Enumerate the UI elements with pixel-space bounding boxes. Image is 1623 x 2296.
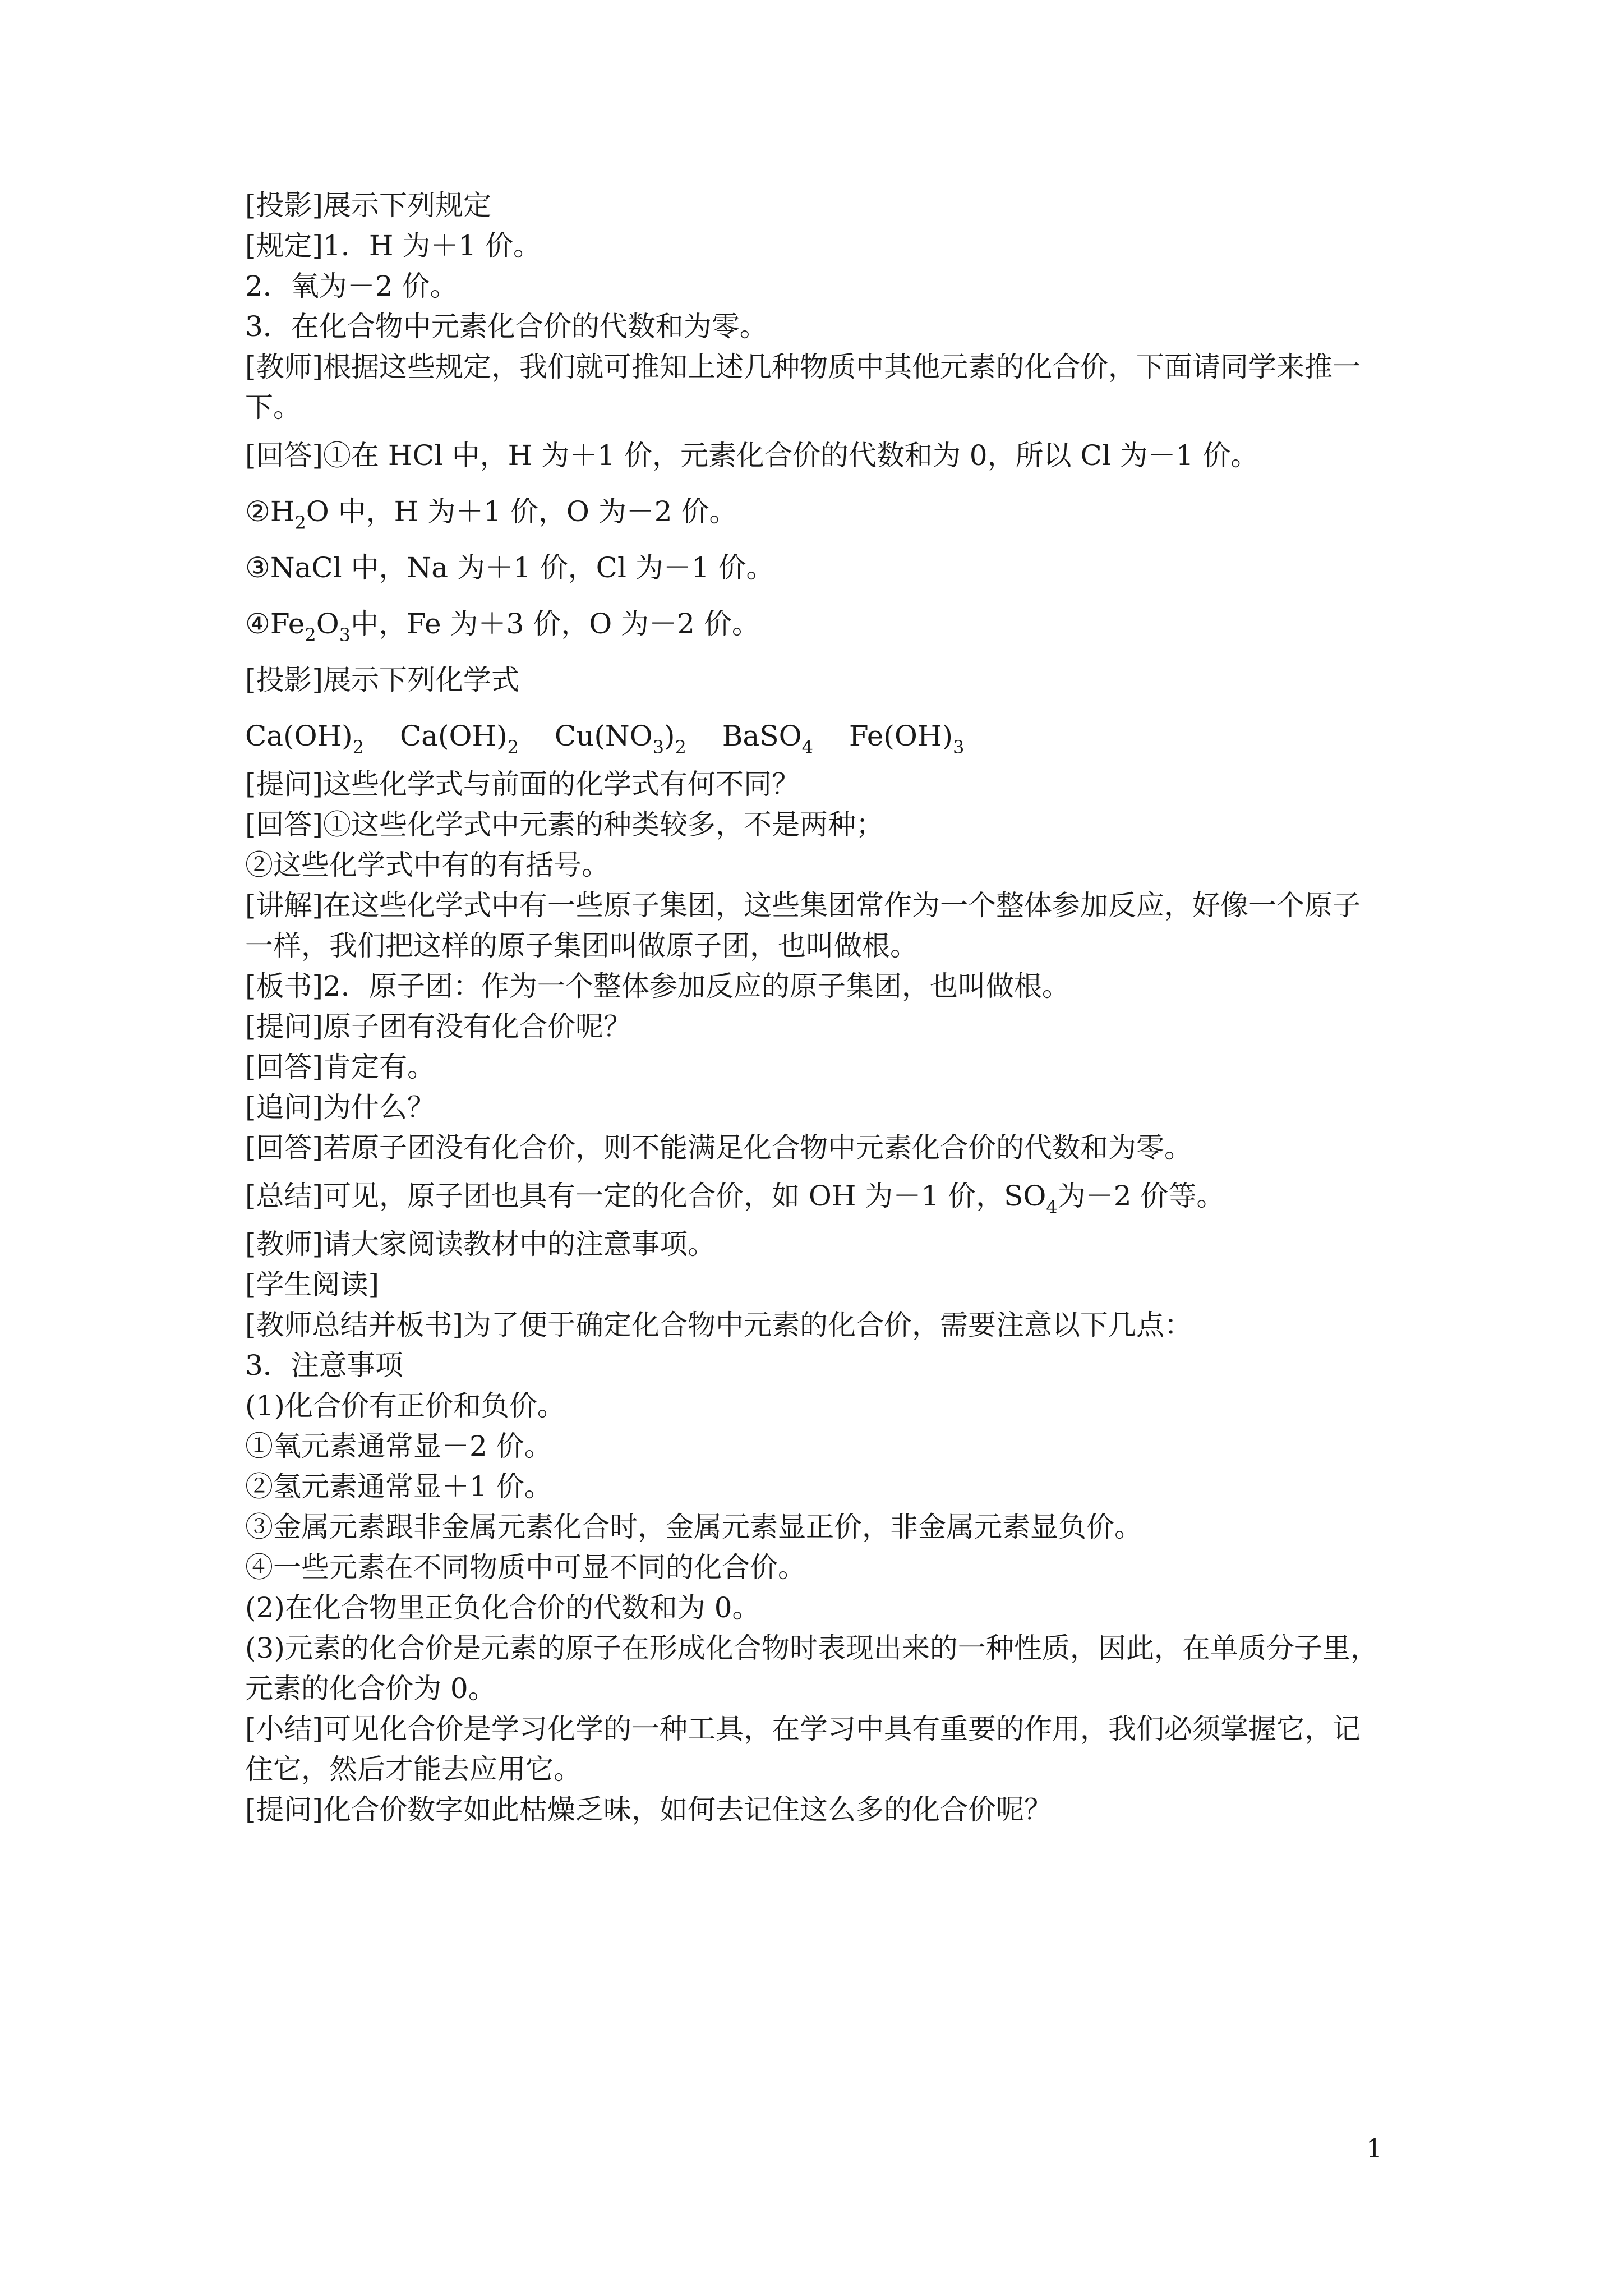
text-line: 3．注意事项: [245, 1349, 403, 1382]
text-line: [提问]化合价数字如此枯燥乏味，如何去记住这么多的化合价呢？: [245, 1793, 1053, 1826]
text-line: (1)化合价有正价和负价。: [245, 1389, 565, 1422]
answer-nacl: ③NaCl 中，Na 为＋1 价，Cl 为－1 价。: [245, 551, 774, 584]
text-line: [小结]可见化合价是学习化学的一种工具，在学习中具有重要的作用，我们必须掌握它，记: [245, 1713, 1361, 1745]
formula: $Fe(OH)_3$: [849, 720, 965, 758]
text-line: 3．在化合物中元素化合价的代数和为零。: [245, 310, 768, 343]
text-line: [提问]原子团有没有化合价呢？: [245, 1010, 632, 1043]
summary-line: [总结]可见，原子团也具有一定的化合价，如 OH 为－1 价，$SO_4$为－2 价等。: [245, 1180, 1225, 1218]
document-body: [245, 185, 1389, 1830]
text-line: (2)在化合物里正负化合价的代数和为 0。: [245, 1591, 760, 1624]
formula: $Cu(NO_3)_2$: [554, 720, 686, 758]
text-line: 下。: [245, 391, 301, 424]
text-line: [板书]2．原子团：作为一个整体参加反应的原子集团，也叫做根。: [245, 970, 1070, 1002]
text-line: ③金属元素跟非金属元素化合时，金属元素显正价，非金属元素显负价。: [245, 1511, 1142, 1543]
text-line: 住它，然后才能去应用它。: [245, 1753, 582, 1786]
text-line: [教师总结并板书]为了便于确定化合物中元素的化合价，需要注意以下几点：: [245, 1309, 1193, 1341]
answer-fe2o3: $④Fe_2O_3$中，Fe 为＋3 价，O 为－2 价。: [245, 608, 760, 646]
text-line: 2．氧为－2 价。: [245, 270, 458, 302]
answer-h2o: $②H_2O$ 中，H 为＋1 价，O 为－2 价。: [245, 495, 737, 533]
text-line: [追问]为什么？: [245, 1091, 436, 1124]
text-line: [投影]展示下列规定: [245, 189, 492, 222]
text-line: ①氧元素通常显－2 价。: [245, 1430, 552, 1462]
text-line: [回答]若原子团没有化合价，则不能满足化合物中元素化合价的代数和为零。: [245, 1131, 1193, 1164]
formula: $Ca(OH)_2$: [245, 720, 365, 758]
formula: BaSO$_4$: [722, 720, 813, 758]
text-line: [教师]请大家阅读教材中的注意事项。: [245, 1228, 716, 1260]
text-line: [投影]展示下列化学式: [245, 664, 520, 696]
text-line: (3)元素的化合价是元素的原子在形成化合物时表现出来的一种性质，因此，在单质分子里，: [245, 1632, 1378, 1664]
text-line: [教师]根据这些规定，我们就可推知上述几种物质中其他元素的化合价，下面请同学来推一: [245, 351, 1361, 383]
text-line: ②这些化学式中有的有括号。: [245, 849, 610, 881]
text-line: ④一些元素在不同物质中可显不同的化合价。: [245, 1551, 806, 1584]
text-line: [回答]①这些化学式中元素的种类较多，不是两种；: [245, 808, 884, 841]
text-line: [规定]1．H 为＋1 价。: [245, 229, 542, 262]
text-line: 元素的化合价为 0。: [245, 1672, 496, 1705]
text-line: 一样，我们把这样的原子集团叫做原子团，也叫做根。: [245, 930, 918, 962]
formula: $Ca(OH)_2$: [399, 720, 519, 758]
text-line: [讲解]在这些化学式中有一些原子集团，这些集团常作为一个整体参加反应，好像一个原子: [245, 889, 1361, 922]
text-line: [回答]肯定有。: [245, 1051, 436, 1083]
text-line: ②氢元素通常显＋1 价。: [245, 1470, 552, 1503]
page-number: 1: [1366, 2133, 1383, 2164]
text-line: [回答]①在 HCl 中，H 为＋1 价，元素化合价的代数和为 0，所以 Cl 为－1 价。: [245, 439, 1259, 472]
formula-list: [245, 708, 1389, 764]
text-line: [提问]这些化学式与前面的化学式有何不同？: [245, 768, 800, 800]
text-line: [学生阅读]: [245, 1268, 380, 1301]
